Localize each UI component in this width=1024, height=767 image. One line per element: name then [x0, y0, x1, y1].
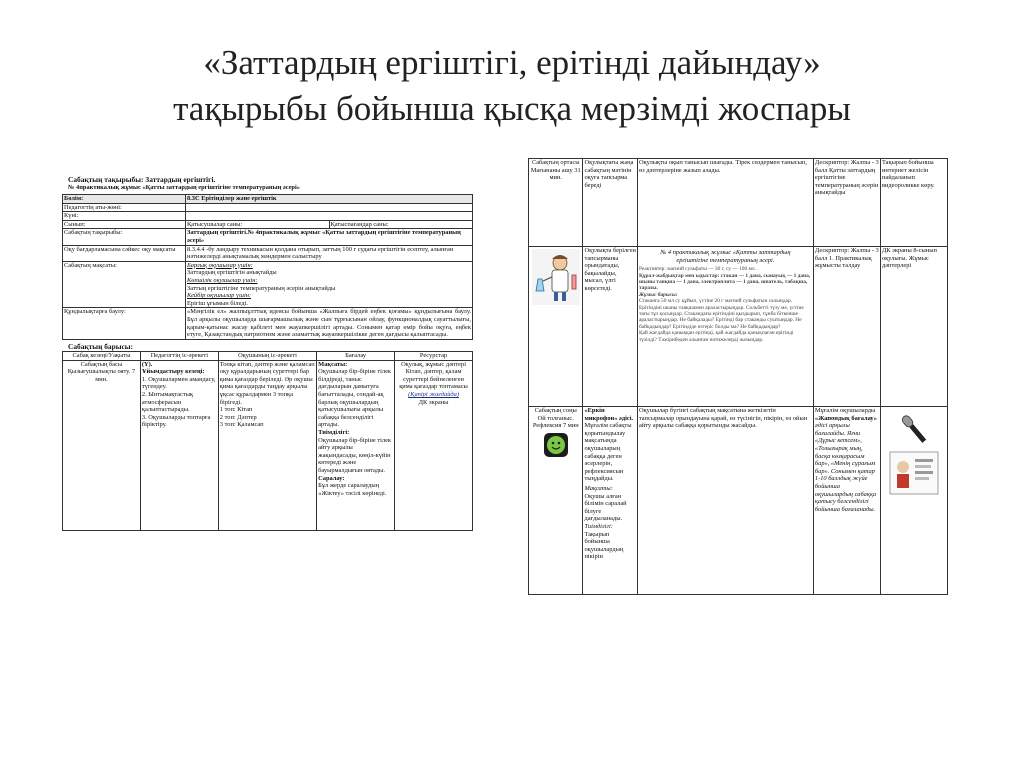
- method-goal-text: Оқушы алған білімін саралай білуге дағдыланады.: [584, 492, 627, 523]
- table-cell-value: [186, 203, 473, 212]
- teacher-step: 2. Ынтымақтастық атмосферасын қалыптастырады.: [141, 391, 194, 414]
- table-cell-value: Қатысушылар саны:: [186, 220, 330, 229]
- group-item: 1 топ: Кітап: [219, 406, 253, 414]
- stage-cell: Сабақтың ортасы Мағынаны ашу 31 мин.: [529, 159, 583, 247]
- scanned-task-line: Жұмыс барысы:: [638, 291, 678, 298]
- assess-eff-text: Оқушылар бір-біріне тілек айту арқылы жақындасады, көңіл-күйін көтереді және бауырмалдығын оятады.: [318, 436, 392, 474]
- column-header: Ресурстар: [395, 352, 473, 361]
- table-cell-value: Заттардың ергіштігі.№ 4практикалық жұмыс «Қатты заттардың ергіштігіне температураның әсері»: [186, 229, 473, 245]
- group-item: 3 топ: Қаламсап: [219, 421, 264, 429]
- assessment-cell: Дескриптор: Жалпы - 3 балл 1. Практикалық жұмысты талдау: [813, 247, 880, 407]
- table-cell-value: «Мәңгілік ел» жалпыұлттық идеясы бойынша «Жалпыға бірдей еңбек қоғамы» құндылығына баулу. Бұл арқылы оқушыларда шығармашылық және сын тұрғысынан ойлау, функционалдық сауаттылығы, қарым-қатынас жасау қабілеті мен жауапкершілігі артады. Сонымен қатар өмір бойы оқуға, еңбек етуге, Қазақстандық патриотизм және азаматтық жауапкершілікке деген дағдысы қалыптасады.: [187, 308, 471, 339]
- resources-tail: ДК экраны: [418, 398, 449, 406]
- lesson-plan-page-2: [528, 158, 948, 598]
- scanned-task-line: Құрал-жабдықтар мен ыдыстар: стакан — 1 дана, сынауық — 1 дана, шыны таяқша — 1 дана, электроплита — 1 дана, шпатель, табақша, таразы.: [638, 272, 811, 292]
- goal-line: Кейбір оқушылар үшін:: [187, 292, 252, 300]
- goal-line: Заттың ергіштігіне температураның әсерін анықтайды: [187, 284, 336, 292]
- table-row: [529, 407, 948, 595]
- assess-method-title: «Жапондық бағалау»: [814, 414, 877, 422]
- column-header: Оқушының іс-әрекеті: [218, 352, 316, 361]
- stage-text: Сабақтың соңы Ой толғаныс. Рефлексия 7 мин: [532, 407, 579, 430]
- table-row: [529, 247, 948, 407]
- column-header: Педагогтің іс-әрекеті: [140, 352, 218, 361]
- method-eff-label: Тиімділігі:: [584, 522, 613, 530]
- teacher-cell: [140, 360, 218, 530]
- resources-cell: Тақырып бойынша интернет желісін пайдаланып видеороликке көру.: [880, 159, 947, 247]
- stage-cell: Сабақтың басы Қызығушылықты ояту. 7 мин.: [63, 360, 141, 530]
- student-cell: [637, 247, 813, 407]
- teacher-step: 1. Оқушылармен амандасу, түгендеу.: [141, 375, 216, 391]
- table-cell-value: 8.3.4.4 -бу ландыру техникасын қолдана отырып, заттың 100 г судағы ергіштігін есептеу, алынған нәтижелерді анықтамалық мәндермен салыстыру: [186, 245, 473, 261]
- table-cell-label: Сабақтың тақырыбы:: [63, 229, 186, 245]
- doc-heading-1: Сабақтың тақырыбы: Заттардың ергіштігі.: [68, 175, 216, 184]
- goal-line: Заттардың ергіштігін анықтайды: [187, 269, 277, 277]
- column-header: Сабақ кезеңі/Уақыты: [63, 352, 141, 361]
- table-row: [63, 220, 473, 229]
- table-row: [63, 245, 473, 261]
- slide-title-line-2: тақырыбы бойынша қысқа мерзімді жоспары: [173, 89, 851, 128]
- resources-cell: [880, 407, 947, 595]
- assess-method-text: әдісі арқылы бағалайды. Яғни «Дұрыс кетсем», «Толығырақ мың, басқа көзқарасым бар», «Менің сұрағым бар». Сонымен қатар 1-10 баллдық жүйе бойынша оқушылардың сабаққа қатысу белсенділігі бойынша бағаланады.: [814, 422, 877, 513]
- scanned-task-line: Реактивтер: магний сульфаты — 30 г, су — 100 мл.: [638, 266, 756, 273]
- method-eff-text: Тақырып бойынша оқушылардың пікірін: [584, 530, 624, 561]
- stage-cell: [529, 407, 583, 595]
- resources-cell: ДК экраны 8-сынып оқулығы. Жұмыс дәптерлері: [880, 247, 947, 407]
- assess-intro: Мұғалім оқушыларды: [814, 407, 876, 414]
- assessment-cell: [813, 407, 880, 595]
- slide-title: [40, 40, 984, 132]
- assess-goal-text: Оқушылар бір-біріне тілек білдіреді, таныс дағдыларын дамытуға бағытталады, сондай-ақ барлық оқушылардың қатысушылығы арқылы сабаққа белсенділігі артады.: [318, 368, 392, 429]
- table-cell-value: 8.3С Ерітінділер және ергіштік: [186, 195, 473, 204]
- lesson-progress-table: [62, 351, 473, 531]
- practical-task-title: № 4 практикалық жұмыс «Қатты заттардың ергіштігіне температураның әсері.: [660, 249, 791, 264]
- plan-info-table: [62, 194, 473, 340]
- table-header-row: [63, 352, 473, 361]
- goal-line: Ерігіш ұғымын біледі.: [187, 299, 248, 307]
- smiley-face-icon: [543, 432, 569, 458]
- scientist-illustration-icon: [532, 249, 580, 305]
- method-goal-label: Мақсаты:: [584, 484, 613, 492]
- method-title: «Еркін микрофон» әдісі.: [584, 407, 634, 422]
- microphone-icon: [892, 409, 936, 449]
- teacher-stage-title: Ұйымдастыру кезеңі:: [141, 368, 205, 376]
- assess-desc-label: Саралау:: [318, 474, 345, 482]
- lesson-plan-page-1: [62, 176, 473, 666]
- assess-eff-label: Тиімділігі:: [318, 429, 350, 437]
- goals-cell: [186, 261, 473, 308]
- assess-goal-label: Мақсаты:: [318, 360, 348, 368]
- student-cell: Оқушылар бүгінгі сабақтың мақсатына жеткізетін тапсырмалар орындауына қарай, өз түсінігін, пікірін, өз ойын айту арқылы сабаққа қорытынды жасайды.: [637, 407, 813, 595]
- scanned-task-line: Қай жағдайда қаныққан ерітінді, қай жағдайда қанықпаған ерітінді түзілді? Тәжірибеден алынған нәтижелерді жазыңдар.: [638, 330, 794, 343]
- table-row: [63, 212, 473, 221]
- method-text: Мұғалім сабақты қорытындылау мақсатында оқушыларың сабаққа деген әсерлерін, рефлексиясын тыңдайды.: [584, 422, 632, 483]
- table-cell-label: Күні:: [63, 212, 186, 221]
- table-cell-label: Сабақтың мақсаты:: [63, 261, 186, 308]
- table-row: [63, 360, 473, 530]
- teacher-mark: (Ү).: [141, 360, 153, 368]
- table-row: [63, 308, 473, 339]
- table-cell-label: Оқу бағдарламасына сәйкес оқу мақсаты: [63, 245, 186, 261]
- assess-desc-text: Бұл жерде саралаудың «Жіктеу» тәсілі көрінеді.: [318, 482, 387, 497]
- student-cell: Оқулықты оқып танысып шығады. Тірек сөздермен танысып, өз дәптерлеріне жазып алады.: [637, 159, 813, 247]
- goal-line: Көпшілік оқушылар үшін:: [187, 276, 258, 284]
- column-header: Бағалау: [317, 352, 395, 361]
- scanned-task-line: Стаканға 50 мл су құйып, үстіне 20 г магний сульфатын салыңдар. Ерітіндіні шыны таяқшамен араластырыңдар. Сольбетті түзу ме, үстіне тағы тұз қосыңдар. Стакандағы ерітіндіні қыздырып, тұнба біткенше араластырыңдар. Не байқалады? Ерітінді бар стаканды суытыңдар. Не байқадыңдар? Ерітіндіде өзгеріс болды ма? Не байқадыңдар?: [638, 298, 804, 330]
- assessment-cell: Дескриптор: Жалпы - 3 балл Қатты заттардың ергіштігіне температураның әсерін анықтайды: [813, 159, 880, 247]
- table-cell-label: Сынып:: [63, 220, 186, 229]
- table-row: [63, 229, 473, 245]
- table-row: [63, 261, 473, 308]
- table-cell-label: Педагогтің аты-жөні:: [63, 203, 186, 212]
- teacher-cell: Оқулықта берілген тапсырманы орындатады, бақылайды, мысал, үлгі көрсетеді.: [583, 247, 637, 407]
- progress-label: Сабақтың барысы:: [68, 341, 133, 351]
- student-cell: [218, 360, 316, 530]
- table-cell-label: Бөлім:: [63, 195, 186, 204]
- table-cell-value: Қатыспағандар саны:: [329, 220, 473, 229]
- doc-heading-2: № 4практикалық жұмыс «Қатты заттардың ергіштігіне температураның әсері»: [68, 184, 300, 192]
- student-text: Топқа кітап, дәптер және қаламсап оқу құралдарының суреттері бар қима қағаздар беріледі. Әр оқушы қима қағаздарды таңдау арқылы ұқсас құралдармен 3 топқа бірігеді.: [219, 360, 315, 406]
- slide-title-line-1: «Заттардың ергіштігі, ерітінді дайындау»: [203, 43, 821, 82]
- group-item: 2 топ: Дәптер: [219, 413, 257, 421]
- teacher-cell: Оқулықтағы жаңа сабақтың мәтінін оқуға тапсырма береді: [583, 159, 637, 247]
- resources-cell: [395, 360, 473, 530]
- table-cell-value: [186, 212, 473, 221]
- table-row: [529, 159, 948, 247]
- japanese-assessment-card-icon: [889, 451, 939, 495]
- teacher-cell: [583, 407, 637, 595]
- goal-line: Барлық оқушылар үшін:: [187, 261, 253, 269]
- lesson-progress-table-continued: [528, 158, 948, 595]
- table-row: [63, 203, 473, 212]
- resources-link[interactable]: (Қапірі жағдайда): [408, 391, 459, 399]
- assessment-cell: [317, 360, 395, 530]
- stage-cell-image: [529, 247, 583, 407]
- resources-text: Оқулық, жұмыс дәптері Кітап, дәптер, қалам суреттері бейнеленген қима қағаздар топтамасы: [399, 360, 468, 391]
- table-row: [63, 195, 473, 204]
- table-cell-label: Құндылықтарға баулу:: [63, 308, 186, 339]
- teacher-step: 3. Оқушыларды топтарға біріктіру.: [141, 413, 211, 429]
